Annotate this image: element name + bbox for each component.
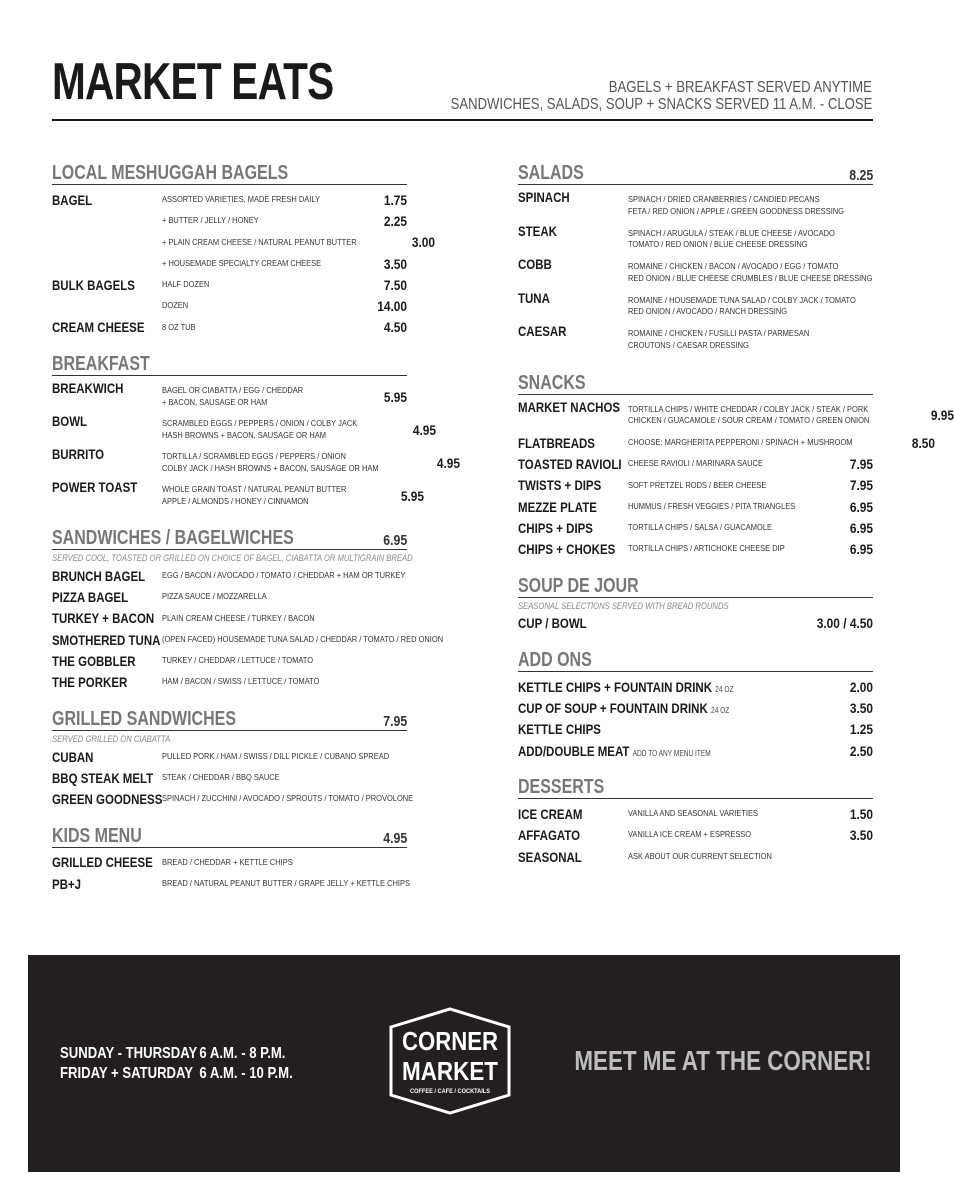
item-name [518,435,608,451]
menu-item [518,846,873,867]
menu-item [518,825,873,846]
menu-item [518,803,873,824]
item-name-text: THE PORKER [52,674,128,691]
menu-item [518,432,936,453]
item-name [52,854,153,871]
section-header [52,163,407,185]
item-price: 7.95 [849,455,873,472]
section-header [518,163,873,185]
item-name-text: CUBAN [52,748,94,765]
item-description-line: CHEESE RAVIOLI / MARINARA SAUCE [628,458,763,469]
item-name [518,499,608,515]
item-description-line: STEAK / CHEDDAR / BBQ SAUCE [162,772,280,783]
hours-tagline-2: SANDWICHES, SALADS, SOUP + SNACKS SERVED 11 A.M. - CLOSE [450,96,872,113]
hours-time: 6 A.M. - 10 P.M. [199,1065,293,1082]
item-name-text: ICE CREAM [518,805,583,822]
item-name-text: SPINACH [518,189,570,205]
item-description-line: VANILLA AND SEASONAL VARIETIES [628,808,758,819]
menu-item [518,475,873,496]
hours-tagline-1: BAGELS + BREAKFAST SERVED ANYTIME [608,79,872,96]
item-description-line: SOFT PRETZEL RODS / BEER CHEESE [628,479,767,490]
item-description [162,655,332,666]
item-description-line: CROUTONS / CAESAR DRESSING [628,339,749,350]
item-name-text: BREAKWICH [52,380,124,397]
item-description [628,501,798,512]
item-description [162,279,332,290]
item-price: 3.00 [411,234,436,251]
menu-item [518,290,873,324]
item-description-line: ROMAINE / HOUSEMADE TUNA SALAD / COLBY JACK / TOMATO [628,294,856,305]
item-description [162,878,410,889]
menu-item [52,746,407,767]
item-price: 2.50 [849,742,873,759]
logo-subtitle: COFFEE / CAFE / COCKTAILS [410,1088,491,1095]
section-header [52,354,407,376]
item-description [628,808,798,819]
item-description-line: HASH BROWNS + BACON, SAUSAGE OR HAM [162,429,326,440]
item-description [628,543,798,554]
item-description-line: BAGEL OR CIABATTA / EGG / CHEDDAR [162,385,304,396]
item-description [162,613,332,624]
menu-item [518,719,873,740]
item-description-line: DOZEN [162,300,189,311]
item-name [52,631,161,648]
menu-item [518,697,873,718]
item-description [162,237,357,248]
menu-item [518,538,873,559]
item-description-line: + HOUSEMADE SPECIALTY CREAM CHEESE [162,257,322,268]
menu-item [518,323,873,357]
item-name [518,541,616,558]
menu-section [52,824,410,895]
item-description-line: APPLE / ALMONDS / HONEY / CINNAMON [162,495,309,506]
menu-section [518,777,873,867]
menu-item [52,274,407,295]
item-name [518,827,608,843]
section-title: SOUP DE JOUR [518,574,639,597]
item-description [162,751,389,762]
item-description [162,857,332,868]
menu-section [518,576,873,634]
menu-item [52,586,407,607]
menu-item [52,380,407,413]
item-name-text: STEAK [518,222,557,239]
menu-item [52,253,407,274]
section-header [518,576,873,598]
section-title: SNACKS [518,371,586,394]
section-title: DESSERTS [518,776,605,799]
item-price: 1.25 [849,721,873,738]
section-note: SERVED COOL, TOASTED OR GRILLED ON CHOICE OF BAGEL, CIABATTA OR MULTIGRAIN BREAD [52,553,413,564]
item-name [518,256,608,272]
item-name-text: CHIPS + CHOKES [518,541,616,558]
item-description-line: TORTILLA CHIPS / SALSA / GUACAMOLE [628,522,772,533]
menu-item [52,446,461,479]
menu-item [518,223,873,257]
section-title: BREAKFAST [52,353,150,376]
item-description-line: RED ONION / BLUE CHEESE CRUMBLES / BLUE CHEESE DRESSING [628,272,873,283]
slogan: MEET ME AT THE CORNER! [574,1045,872,1076]
item-name [518,223,608,239]
item-description-line: TOMATO / RED ONION / BLUE CHEESE DRESSING [628,239,808,250]
item-name-text: MEZZE PLATE [518,498,597,515]
menu-item [52,767,407,788]
menu-section [518,163,873,357]
item-name-text: PB+J [52,875,82,892]
item-price: 9.95 [931,407,954,424]
section-price: 7.95 [383,712,407,730]
hours-time: 6 A.M. - 8 P.M. [199,1045,286,1062]
item-name-text: GRILLED CHEESE [52,854,153,871]
menu-item [518,740,873,761]
menu-item [52,210,407,231]
item-name [52,749,142,765]
item-description-line: + BACON, SAUSAGE OR HAM [162,396,268,407]
item-price: 6.95 [849,541,873,558]
section-title: GRILLED SANDWICHES [52,707,236,730]
hours-days: FRIDAY + SATURDAY [60,1065,194,1082]
item-description-line: SPINACH / ARUGULA / STEAK / BLUE CHEESE / AVOCADO [628,227,835,238]
item-name-text: BRUNCH BAGEL [52,567,146,584]
item-name-text: TWISTS + DIPS [518,477,602,494]
hours-row [60,1065,293,1083]
menu-section [518,650,873,761]
item-name-text: BBQ STEAK MELT [52,769,154,786]
item-name-text: CREAM CHEESE [52,319,145,336]
menu-item [52,788,414,809]
logo-line-1: CORNER [402,1026,499,1056]
item-description [628,829,798,840]
item-description-line: TORTILLA CHIPS / WHITE CHEDDAR / COLBY JACK / STEAK / PORK [628,403,869,414]
item-name-text: TURKEY + BACON [52,610,155,627]
item-description [628,404,869,427]
item-name [518,849,608,865]
menu-item [52,295,407,316]
item-price: 4.95 [412,421,436,438]
item-name-text: COBB [518,256,552,272]
item-name [518,520,608,536]
section-title: ADD ONS [518,649,592,672]
item-description-line: BREAD / CHEDDAR + KETTLE CHIPS [162,856,293,867]
item-description [162,484,346,507]
item-description [162,591,332,602]
item-description-line: (OPEN FACED) HOUSEMADE TUNA SALAD / CHEDDAR / TOMATO / RED ONION [162,633,444,644]
item-description-line: SCRAMBLED EGGS / PEPPERS / ONION / COLBY JACK [162,418,358,429]
item-description-line: CHOOSE: MARGHERITA PEPPERONI / SPINACH + MUSHROOM [628,436,853,447]
item-description [162,258,332,269]
item-name [518,477,608,493]
item-description [628,851,798,862]
item-name [52,653,142,669]
section-header [52,826,407,848]
item-name [52,589,142,605]
item-name-text: AFFAGATO [518,827,581,844]
menu-item [52,650,407,671]
item-name [518,743,711,759]
item-price: 3.50 [849,700,873,717]
section-price: 8.25 [849,167,873,184]
item-price: 5.95 [400,487,424,504]
menu-item [518,189,873,223]
item-size-note: 24 OZ [715,684,734,694]
item-price: 5.95 [383,388,407,405]
item-price: 1.75 [383,191,407,208]
item-description [162,793,413,804]
footer-banner [28,955,900,1172]
item-description [628,437,853,448]
item-size-note: 24 OZ [711,706,730,716]
item-description-line: SPINACH / ZUCCHINI / AVOCADO / SPROUTS / TOMATO / PROVOLONE [162,793,414,804]
item-name-text: MARKET NACHOS [518,398,621,415]
item-price: 2.25 [383,212,407,229]
item-name [52,192,142,208]
item-name-text: BOWL [52,413,88,430]
item-name-text: BULK BAGELS [52,276,135,293]
menu-item [518,453,873,474]
item-name [518,189,608,205]
item-description [628,261,872,284]
section-title: LOCAL MESHUGGAH BAGELS [52,162,289,184]
section-header [518,650,873,672]
section-title: KIDS MENU [52,824,142,847]
menu-item [518,676,873,697]
item-name-text: THE GOBBLER [52,652,136,669]
item-price: 6.95 [849,498,873,515]
item-description [628,480,798,491]
item-name [52,791,163,808]
menu-item [518,613,873,634]
item-description-line: ASSORTED VARIETIES, MADE FRESH DAILY [162,193,320,204]
menu-item [518,496,873,517]
item-name-text: PIZZA BAGEL [52,589,129,606]
item-name [518,398,621,415]
item-description [162,676,332,687]
item-description-line: + BUTTER / JELLY / HONEY [162,215,259,226]
item-price: 3.50 [383,255,407,272]
item-description [162,322,332,333]
item-name [52,876,142,892]
menu-item [518,517,873,538]
item-name-text: CAESAR [518,323,567,339]
item-name-text: TUNA [518,289,550,306]
item-description-line: FETA / RED ONION / APPLE / GREEN GOODNESS DRESSING [628,205,844,216]
item-name [52,769,154,786]
left-menu-column [52,162,461,894]
hours-row [60,1045,285,1063]
menu-item [52,852,407,873]
item-name [518,290,608,306]
item-description [162,570,405,581]
page-title: MARKET EATS [52,53,334,111]
item-price: 14.00 [377,298,407,315]
item-description-line: PLAIN CREAM CHEESE / TURKEY / BACON [162,612,315,623]
item-price: 2.00 [849,678,873,695]
item-description-line: TORTILLA / SCRAMBLED EGGS / PEPPERS / ONION [162,451,346,462]
item-description-line: HALF DOZEN [162,279,210,290]
item-description-line: PIZZA SAUCE / MOZZARELLA [162,591,267,602]
item-name-text: CUP OF SOUP + FOUNTAIN DRINK [518,700,708,717]
item-name [52,446,142,462]
item-description-line: CHICKEN / GUACAMOLE / SOUR CREAM / TOMATO / GREEN ONION [628,415,870,426]
item-name-text: GREEN GOODNESS [52,791,163,808]
item-name-text: SEASONAL [518,848,582,865]
item-description [628,295,856,318]
item-name-text: KETTLE CHIPS [518,721,601,738]
section-price: 4.95 [383,829,407,847]
menu-item [52,413,436,446]
item-name [518,721,601,737]
section-title: SALADS [518,162,584,184]
item-name-text: BAGEL [52,191,93,208]
item-name-text: BURRITO [52,446,105,463]
right-menu-column [518,162,954,867]
item-name [52,319,145,336]
item-description [162,772,332,783]
item-description [628,458,798,469]
item-description-line: SPINACH / DRIED CRANBERRIES / CANDIED PECANS [628,194,820,205]
item-description-line: VANILLA ICE CREAM + ESPRESSO [628,829,752,840]
item-description-line: COLBY JACK / HASH BROWNS + BACON, SAUSAGE OR HAM [162,462,379,473]
item-description-line: HUMMUS / FRESH VEGGIES / PITA TRIANGLES [628,500,796,511]
item-description-line: ROMAINE / CHICKEN / FUSILLI PASTA / PARMESAN [628,328,810,339]
item-description-line: PULLED PORK / HAM / SWISS / DILL PICKLE / CUBANO SPREAD [162,750,390,761]
item-description-line: 8 OZ TUB [162,321,196,332]
item-description [162,385,332,408]
menu-item [52,565,407,586]
item-description-line: RED ONION / AVOCADO / RANCH DRESSING [628,306,788,317]
item-size-note: ADD TO ANY MENU ITEM [632,748,711,758]
item-description [628,194,844,217]
hours-days: SUNDAY - THURSDAY [60,1045,198,1062]
item-name-text: POWER TOAST [52,479,138,496]
item-name [52,277,142,293]
menu-section [52,162,436,338]
item-description [162,300,332,311]
item-name [518,679,734,695]
menu-item [518,256,873,290]
item-price: 7.95 [849,477,873,494]
section-header [52,709,407,731]
item-name [52,610,155,627]
item-description [162,194,332,205]
item-description [162,418,357,441]
menu-section [52,353,461,512]
header-divider [52,119,873,121]
item-name [518,455,622,472]
item-name-text: KETTLE CHIPS + FOUNTAIN DRINK [518,678,712,695]
item-description-line: EGG / BACON / AVOCADO / TOMATO / CHEDDAR + HAM OR TURKEY [162,569,406,580]
menu-item [518,398,954,433]
item-description [162,634,443,645]
item-description-line: TURKEY / CHEDDAR / LETTUCE / TOMATO [162,655,314,666]
item-name [518,700,729,716]
item-name-text: ADD/DOUBLE MEAT [518,742,630,759]
item-price: 4.50 [383,319,407,336]
item-description [628,328,809,351]
section-header [518,373,873,395]
menu-item [52,608,407,629]
item-description [162,451,379,474]
item-price: 3.50 [849,827,873,844]
item-price: 1.50 [849,805,873,822]
item-name [518,323,608,339]
item-description [628,522,798,533]
item-name [52,674,142,690]
menu-section [518,371,954,560]
item-description [628,228,835,251]
menu-item [52,629,444,650]
item-name-text: TOASTED RAVIOLI [518,455,622,472]
menu-item [52,873,410,894]
item-name [52,567,146,584]
section-note: SERVED GRILLED ON CIABATTA [52,733,171,744]
item-price: 6.95 [849,519,873,536]
menu-item [52,232,436,253]
item-description-line: ASK ABOUT OUR CURRENT SELECTION [628,850,772,861]
item-price: 4.95 [437,454,461,471]
item-name-text: FLATBREADS [518,434,595,451]
item-price: 3.00 / 4.50 [816,615,873,632]
menu-section [52,527,444,693]
menu-section [52,707,414,810]
item-name [518,615,608,631]
item-name [52,413,142,429]
section-note: SEASONAL SELECTIONS SERVED WITH BREAD ROUNDS [518,600,729,611]
item-description-line: WHOLE GRAIN TOAST / NATURAL PEANUT BUTTER [162,484,347,495]
menu-item [52,672,407,693]
item-name-text: CHIPS + DIPS [518,519,593,536]
item-description-line: BREAD / NATURAL PEANUT BUTTER / GRAPE JELLY + KETTLE CHIPS [162,877,410,888]
item-price: 7.50 [383,276,407,293]
section-price: 6.95 [383,532,407,550]
item-name [52,479,142,495]
corner-market-logo [383,1005,517,1117]
menu-item [52,189,407,210]
menu-item [52,479,424,512]
item-name [518,806,608,822]
item-description-line: + PLAIN CREAM CHEESE / NATURAL PEANUT BUTTER [162,236,357,247]
item-name [52,380,142,396]
section-header [52,528,407,550]
item-name-text: SMOTHERED TUNA [52,631,161,648]
section-title: SANDWICHES / BAGELWICHES [52,527,294,550]
item-description [162,215,332,226]
item-description-line: ROMAINE / CHICKEN / BACON / AVOCADO / EGG / TOMATO [628,261,839,272]
section-header [518,777,873,799]
item-name-text: CUP / BOWL [518,615,587,632]
item-price: 8.50 [911,434,936,451]
logo-line-2: MARKET [402,1056,499,1086]
item-description-line: TORTILLA CHIPS / ARTICHOKE CHEESE DIP [628,543,785,554]
item-description-line: HAM / BACON / SWISS / LETTUCE / TOMATO [162,676,320,687]
menu-item [52,317,407,338]
